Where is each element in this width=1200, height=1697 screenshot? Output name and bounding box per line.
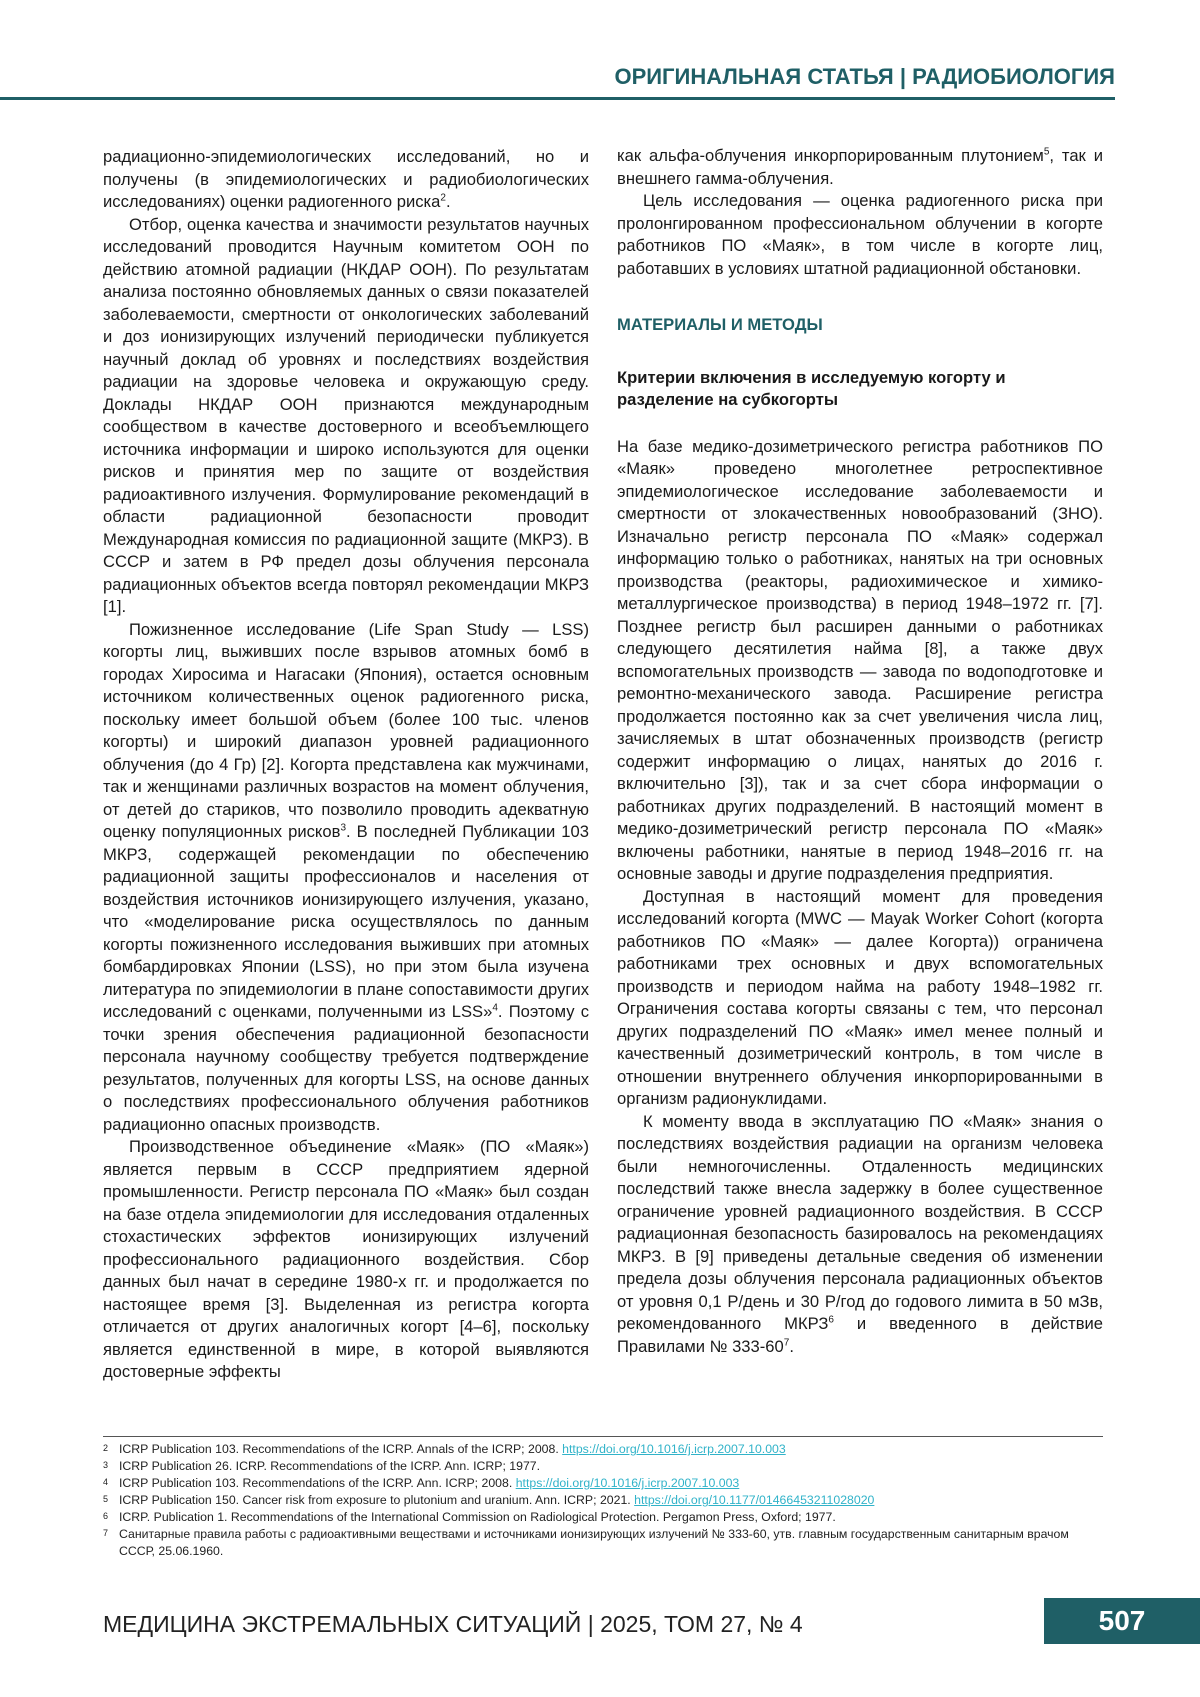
footnote-number: 2: [103, 1443, 109, 1453]
footnote-doi-link[interactable]: https://doi.org/10.1177/01466453211028020: [634, 1493, 875, 1507]
right-paragraph-2: Цель исследования — оценка радиогенного риска при пролонгированном профессиональном облучении в когорте работников ПО «Маяк», в том числе в когорте лиц, работавших в условиях штатной радиационной обстановки.: [617, 191, 1103, 278]
footnote-text: ICRP Publication 103. Recommendations of the ICRP. Ann. ICRP; 2008.: [119, 1476, 516, 1490]
footnote-number: 5: [103, 1494, 109, 1504]
left-p3-text-b: . В последней Публикации 103 МКРЗ, содержащей рекомендации по обеспечению радиационной защиты профессионалов и населения от воздействия источников ионизирующего излучения, указано, что «моделирование риска осуществлялось по данным когорты пожизненного исследования выживших при атомных бомбардировках Японии (LSS), но при этом была изучена литература по эпидемиологии в плане сопоставимости других исследований с оценками, полученными из LSS»: [103, 822, 589, 1021]
footnote-number: 6: [103, 1511, 109, 1521]
footnote-number: 7: [103, 1528, 109, 1538]
footnote-ref-3[interactable]: 3: [340, 822, 346, 834]
footnote-text: ICRP Publication 103. Recommendations of the ICRP. Annals of the ICRP; 2008.: [119, 1442, 563, 1456]
left-p3-text-c: . Поэтому с точки зрения обеспечения радиационной безопасности персонала научному сообществу требуется подтверждение результатов, полученных для когорты LSS, на основе данных о последствиях профессионального облучения работников радиационно опасных производств.: [103, 1002, 589, 1134]
header-divider: [0, 97, 1115, 100]
right-paragraph-3: На базе медико-дозиметрического регистра работников ПО «Маяк» проведено многолетнее ретроспективное эпидемиологическое исследование заболеваемости и смертности от злокачественных новообразований (ЗНО). Изначально регистр персонала ПО «Маяк» содержал информацию только о работниках, нанятых на три основных производства (реакторы, радиохимическое и химико-металлургическое производства) в период 1948–1972 гг. [7]. Позднее регистр был расширен данными о работниках следующего десятилетия найма [8], а также двух вспомогательных производств — завода по водоподготовке и ремонтно-механического завода. Расширение регистра продолжается постоянно как за счет увеличения числа лиц, зачисляемых в штат обозначенных производств (регистр содержит информацию о лицах, нанятых до 2016 г. включительно [3]), так и за счет сбора информации о работниках других подразделений. В настоящий момент в медико-дозиметрический регистр персонала ПО «Маяк» включены работники, нанятые в период 1948–2016 гг. на основные заводы и другие подразделения предприятия.: [617, 436, 1103, 883]
footnote-item: [103, 1441, 1103, 1458]
footnote-ref-2[interactable]: 2: [440, 192, 446, 204]
footnote-number: 4: [103, 1477, 109, 1487]
left-paragraph-1: [103, 146, 589, 214]
footnote-ref-6[interactable]: 6: [828, 1314, 834, 1326]
section-header-title: ОРИГИНАЛЬНАЯ СТАТЬЯ | РАДИОБИОЛОГИЯ: [614, 64, 1115, 89]
footnote-number: 3: [103, 1460, 109, 1470]
footnote-divider: [103, 1436, 1103, 1437]
section-heading-methods: МАТЕРИАЛЫ И МЕТОДЫ: [617, 315, 823, 334]
left-p3-text-a: Пожизненное исследование (Life Span Study — LSS) когорты лиц, выживших после взрывов атомных бомб в городах Хиросима и Нагасаки (Япония), остается основным источником количественных оценок радиогенного риска, поскольку имеет большой объем (более 100 тыс. членов когорты) и широкий диапазон уровней радиационного облучения (до 4 Гр) [2]. Когорта представлена как мужчинами, так и женщинами различных возрастов на момент облучения, от детей до стариков, что позволило проводить адекватную оценку популяционных рисков: [103, 619, 589, 841]
footnote-text: Санитарные правила работы с радиоактивными веществами и источниками ионизирующих излучений № 333-60, утв. главным государственным санитарным врачом СССР, 25.06.1960.: [119, 1527, 1069, 1558]
right-p5-text-b: и введенного в действие Правилами № 333-60: [617, 1314, 1104, 1356]
footnote-text: ICRP Publication 26. ICRP. Recommendations of the ICRP. Ann. ICRP; 1977.: [119, 1459, 541, 1473]
right-p1-text-a: как альфа-облучения инкорпорированным плутонием: [617, 146, 1044, 165]
footnote-text: ICRP. Publication 1. Recommendations of the International Commission on Radiological Protection. Pergamon Press, Oxford; 1977.: [119, 1510, 836, 1524]
right-paragraph-1: [617, 145, 1103, 190]
footnote-doi-link[interactable]: https://doi.org/10.1016/j.icrp.2007.10.003: [562, 1442, 786, 1456]
right-p5-text-a: К моменту ввода в эксплуатацию ПО «Маяк» знания о последствиях воздействия радиации на организм человека были немногочисленны. Отдаленность медицинских последствий также внесла задержку в более существенное ограничение уровней радиационного воздействия. В СССР радиационная безопасность базировалось на рекомендациях МКРЗ. В [9] приведены детальные сведения об изменении предела дозы облучения персонала радиационных объектов от уровня 0,1 Р/день и 30 Р/год до годового лимита в 50 мЗв, рекомендованного МКРЗ: [617, 1111, 1103, 1333]
left-paragraph-2: Отбор, оценка качества и значимости результатов научных исследований проводится Научным комитетом ООН по действию атомной радиации (НКДАР ООН). По результатам анализа постоянно обновляемых данных о связи показателей заболеваемости, смертности от онкологических заболеваний и доз ионизирующих излучений периодически публикуется научный доклад об уровнях и последствиях воздействия радиации на здоровье человека и окружающую среду. Доклады НКДАР ООН признаются международным сообществом в качестве достоверного и всеобъемлющего источника информации и широко используются для оценки рисков и принятия мер по защите от воздействия радиоактивного излучения. Формулирование рекомендаций в области радиационной безопасности проводит Международная комиссия по радиационной защите (МКРЗ). В СССР и затем в РФ предел дозы облучения персонала радиационных объектов всегда повторял рекомендации МКРЗ [1].: [103, 214, 589, 616]
footnote-ref-5[interactable]: 5: [1043, 146, 1050, 158]
footnote-doi-link[interactable]: https://doi.org/10.1016/j.icrp.2007.10.003: [515, 1476, 740, 1490]
subsection-heading-criteria: Критерии включения в исследуемую когорту и разделение на субкогорты: [617, 367, 1006, 409]
left-p1-text-a: радиационно-эпидемиологических исследований, но и получены (в эпидемиологических и радиобиологических исследованиях) оценки радиогенного риска: [103, 147, 589, 211]
journal-footer: МЕДИЦИНА ЭКСТРЕМАЛЬНЫХ СИТУАЦИЙ | 2025, ТОМ 27, № 4: [103, 1611, 803, 1637]
left-column: [103, 146, 589, 1384]
footnote-item: [103, 1526, 1103, 1560]
footnote-ref-7[interactable]: 7: [783, 1336, 790, 1348]
footnote-item: [103, 1509, 1103, 1526]
footnote-text: ICRP Publication 150. Cancer risk from exposure to plutonium and uranium. Ann. ICRP; 2021.: [119, 1493, 635, 1507]
right-paragraph-4: Доступная в настоящий момент для проведения исследований когорта (MWC — Mayak Worker Cohort (когорта работников ПО «Маяк» — далее Когорта)) ограничена работниками трех основных и двух вспомогательных производств и периодом найма на работу 1948–1982 гг. Ограничения состава когорты связаны с тем, что персонал других подразделений ПО «Маяк» имел менее полный и качественный дозиметрический контроль, в том числе в отношении внутреннего облучения инкорпорированными в организм радионуклидами.: [617, 886, 1103, 1108]
footnote-ref-4[interactable]: 4: [492, 1002, 498, 1014]
footnote-item: [103, 1492, 1103, 1509]
right-column: [617, 145, 1103, 1358]
footnote-item: [103, 1458, 1103, 1475]
right-p1-text-b: , так и внешнего гамма-облучения.: [617, 146, 1103, 188]
right-p5-text-c: .: [789, 1336, 794, 1356]
left-paragraph-4: Производственное объединение «Маяк» (ПО «Маяк») является первым в СССР предприятием ядерной промышленности. Регистр персонала ПО «Маяк» был создан на базе отдела эпидемиологии для исследования отдаленных стохастических эффектов ионизирующих излучений профессионального радиационного воздействия. Сбор данных был начат в середине 1980-х гг. и продолжается по настоящее время [3]. Выделенная из регистра когорта отличается от других аналогичных когорт [4–6], поскольку является единственной в мире, в которой выявляются достоверные эффекты: [103, 1137, 589, 1381]
footnote-item: [103, 1475, 1103, 1492]
right-paragraph-5: [617, 1111, 1103, 1359]
page-number: 507: [1044, 1598, 1200, 1644]
left-p1-text-b: .: [445, 192, 451, 211]
left-paragraph-3: [103, 619, 589, 1137]
footnotes: [103, 1441, 1103, 1560]
